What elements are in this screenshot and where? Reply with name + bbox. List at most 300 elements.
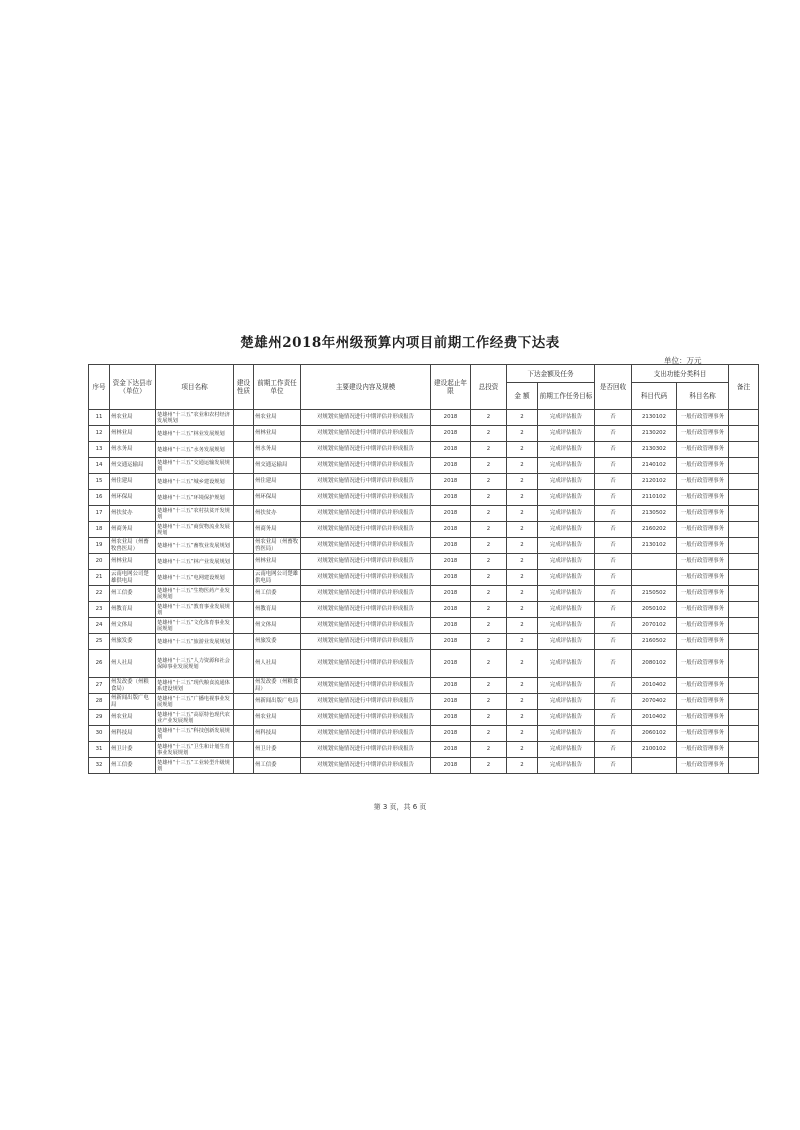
cell-resp-unit: 州卫计委 [254,742,301,758]
table-row [89,538,759,554]
cell-recover: 否 [595,506,632,522]
cell-content: 对规划实施情况进行中期评估并形成报告 [301,634,431,650]
cell-project: 楚雄州“十三五”电网建设规划 [156,570,234,586]
cell-project: 楚雄州“十三五”林产业发展规划 [156,554,234,570]
cell-subject: 一般行政管理事务 [677,726,729,742]
cell-resp-unit: 州文体局 [254,618,301,634]
cell-content: 对规划实施情况进行中期评估并形成报告 [301,506,431,522]
cell-subject: 一般行政管理事务 [677,634,729,650]
cell-resp-unit: 州旅发委 [254,634,301,650]
cell-subject: 一般行政管理事务 [677,710,729,726]
cell-project: 楚雄州“十三五”林业发展规划 [156,426,234,442]
cell-dept: 州农业局 [110,410,156,426]
cell-content: 对规划实施情况进行中期评估并形成报告 [301,538,431,554]
cell-remark [729,458,759,474]
cell-dept: 州商务局 [110,522,156,538]
cell-nature [234,426,254,442]
cell-recover: 否 [595,458,632,474]
cell-nature [234,570,254,586]
cell-task: 完成评估报告 [538,586,595,602]
cell-amount: 2 [507,694,538,710]
cell-resp-unit: 州水务局 [254,442,301,458]
cell-total: 2 [471,506,507,522]
cell-resp-unit: 州交通运输局 [254,458,301,474]
cell-nature [234,678,254,694]
cell-recover: 否 [595,650,632,678]
header-remark: 备注 [729,365,759,410]
cell-content: 对规划实施情况进行中期评估并形成报告 [301,602,431,618]
cell-dept: 州新闻出版广电局 [110,694,156,710]
cell-nature [234,442,254,458]
cell-code: 2130502 [632,506,677,522]
cell-task: 完成评估报告 [538,490,595,506]
cell-total: 2 [471,410,507,426]
cell-years: 2018 [431,694,471,710]
cell-dept: 州水务局 [110,442,156,458]
cell-task: 完成评估报告 [538,602,595,618]
cell-content: 对规划实施情况进行中期评估并形成报告 [301,678,431,694]
cell-dept: 州住建局 [110,474,156,490]
cell-nature [234,458,254,474]
cell-years: 2018 [431,758,471,774]
cell-resp-unit: 州农业局 [254,710,301,726]
cell-remark [729,694,759,710]
cell-nature [234,538,254,554]
cell-recover: 否 [595,618,632,634]
cell-subject: 一般行政管理事务 [677,618,729,634]
cell-total: 2 [471,490,507,506]
cell-amount: 2 [507,554,538,570]
table-body [89,410,759,774]
table-row [89,694,759,710]
cell-total: 2 [471,442,507,458]
cell-total: 2 [471,634,507,650]
cell-subject: 一般行政管理事务 [677,742,729,758]
cell-remark [729,506,759,522]
cell-years: 2018 [431,506,471,522]
header-subject: 科目名称 [677,383,729,410]
cell-project: 楚雄州“十三五”卫生和计划生育事业发展规划 [156,742,234,758]
cell-total: 2 [471,522,507,538]
cell-nature [234,586,254,602]
cell-seq: 15 [89,474,110,490]
cell-content: 对规划实施情况进行中期评估并形成报告 [301,522,431,538]
cell-amount: 2 [507,618,538,634]
header-resp-unit: 前期工作责任单位 [254,365,301,410]
cell-code [632,758,677,774]
cell-subject: 一般行政管理事务 [677,554,729,570]
cell-total: 2 [471,618,507,634]
cell-nature [234,758,254,774]
cell-content: 对规划实施情况进行中期评估并形成报告 [301,586,431,602]
cell-amount: 2 [507,458,538,474]
cell-code: 2010402 [632,678,677,694]
cell-recover: 否 [595,538,632,554]
cell-seq: 27 [89,678,110,694]
cell-seq: 13 [89,442,110,458]
cell-amount: 2 [507,474,538,490]
cell-content: 对规划实施情况进行中期评估并形成报告 [301,410,431,426]
cell-resp-unit: 州扶贫办 [254,506,301,522]
table-row [89,710,759,726]
cell-project: 楚雄州“十三五”农业和农村经济发展规划 [156,410,234,426]
header-total: 总投资 [471,365,507,410]
table-row [89,586,759,602]
cell-recover: 否 [595,522,632,538]
cell-code: 2060102 [632,726,677,742]
table-row [89,410,759,426]
cell-recover: 否 [595,474,632,490]
cell-seq: 14 [89,458,110,474]
cell-remark [729,554,759,570]
cell-remark [729,602,759,618]
table-row [89,490,759,506]
cell-project: 楚雄州“十三五”现代粮食流通体系建设规划 [156,678,234,694]
cell-years: 2018 [431,634,471,650]
cell-task: 完成评估报告 [538,474,595,490]
cell-years: 2018 [431,474,471,490]
cell-seq: 31 [89,742,110,758]
header-row-1 [89,365,759,383]
table-row [89,618,759,634]
cell-remark [729,710,759,726]
cell-task: 完成评估报告 [538,570,595,586]
cell-nature [234,474,254,490]
cell-code: 2150502 [632,586,677,602]
cell-years: 2018 [431,522,471,538]
page-footer: 第 3 页，共 6 页 [373,803,427,811]
cell-seq: 11 [89,410,110,426]
table-row [89,442,759,458]
cell-subject: 一般行政管理事务 [677,586,729,602]
cell-seq: 19 [89,538,110,554]
cell-recover: 否 [595,586,632,602]
cell-seq: 20 [89,554,110,570]
cell-task: 完成评估报告 [538,678,595,694]
cell-remark [729,570,759,586]
cell-task: 完成评估报告 [538,458,595,474]
cell-recover: 否 [595,742,632,758]
cell-recover: 否 [595,710,632,726]
cell-seq: 32 [89,758,110,774]
cell-dept: 州交通运输局 [110,458,156,474]
cell-amount: 2 [507,570,538,586]
table-row [89,678,759,694]
cell-resp-unit: 州住建局 [254,474,301,490]
cell-subject: 一般行政管理事务 [677,650,729,678]
cell-recover: 否 [595,678,632,694]
cell-nature [234,554,254,570]
cell-remark [729,426,759,442]
cell-content: 对规划实施情况进行中期评估并形成报告 [301,618,431,634]
header-content: 主要建设内容及规模 [301,365,431,410]
table-row [89,426,759,442]
cell-amount: 2 [507,426,538,442]
cell-code: 2100102 [632,742,677,758]
cell-task: 完成评估报告 [538,426,595,442]
cell-subject: 一般行政管理事务 [677,522,729,538]
cell-content: 对规划实施情况进行中期评估并形成报告 [301,554,431,570]
header-recover: 是否回收 [595,365,632,410]
cell-amount: 2 [507,586,538,602]
cell-code: 2130102 [632,538,677,554]
cell-nature [234,710,254,726]
header-code: 科目代码 [632,383,677,410]
cell-remark [729,678,759,694]
cell-recover: 否 [595,634,632,650]
cell-code: 2070102 [632,618,677,634]
cell-seq: 26 [89,650,110,678]
table-row [89,458,759,474]
table-row [89,602,759,618]
cell-seq: 17 [89,506,110,522]
cell-total: 2 [471,678,507,694]
cell-total: 2 [471,474,507,490]
cell-content: 对规划实施情况进行中期评估并形成报告 [301,650,431,678]
cell-years: 2018 [431,586,471,602]
cell-resp-unit: 州人社局 [254,650,301,678]
cell-project: 楚雄州“十三五”环境保护规划 [156,490,234,506]
unit-label: 单位：万元 [664,356,702,365]
cell-dept: 州科技局 [110,726,156,742]
cell-resp-unit: 州林业局 [254,426,301,442]
cell-remark [729,474,759,490]
cell-dept: 州人社局 [110,650,156,678]
cell-code: 2070402 [632,694,677,710]
cell-subject: 一般行政管理事务 [677,602,729,618]
cell-years: 2018 [431,570,471,586]
table-row [89,474,759,490]
cell-amount: 2 [507,442,538,458]
cell-dept: 州农业局 [110,710,156,726]
cell-remark [729,758,759,774]
cell-content: 对规划实施情况进行中期评估并形成报告 [301,694,431,710]
cell-seq: 28 [89,694,110,710]
funding-table [88,364,759,774]
cell-subject: 一般行政管理事务 [677,570,729,586]
cell-remark [729,726,759,742]
document-title: 楚雄州2018年州级预算内项目前期工作经费下达表 [240,335,560,351]
header-task: 前期工作任务目标 [538,383,595,410]
cell-seq: 23 [89,602,110,618]
cell-task: 完成评估报告 [538,522,595,538]
cell-amount: 2 [507,726,538,742]
header-func-group: 支出功能分类科目 [632,365,729,383]
cell-code [632,570,677,586]
cell-subject: 一般行政管理事务 [677,538,729,554]
cell-content: 对规划实施情况进行中期评估并形成报告 [301,710,431,726]
cell-project: 楚雄州“十三五”工业转型升级规划 [156,758,234,774]
header-nature: 建设性质 [234,365,254,410]
cell-remark [729,650,759,678]
cell-total: 2 [471,758,507,774]
cell-amount: 2 [507,602,538,618]
cell-content: 对规划实施情况进行中期评估并形成报告 [301,570,431,586]
cell-task: 完成评估报告 [538,618,595,634]
header-project: 项目名称 [156,365,234,410]
cell-amount: 2 [507,490,538,506]
cell-nature [234,634,254,650]
cell-recover: 否 [595,602,632,618]
cell-nature [234,410,254,426]
cell-task: 完成评估报告 [538,726,595,742]
cell-dept: 州农业局（州畜牧兽医局） [110,538,156,554]
cell-code [632,554,677,570]
cell-content: 对规划实施情况进行中期评估并形成报告 [301,442,431,458]
cell-amount: 2 [507,758,538,774]
cell-code: 2110102 [632,490,677,506]
header-dept: 资金下达县市（单位） [110,365,156,410]
cell-resp-unit: 州工信委 [254,586,301,602]
cell-dept: 州卫计委 [110,742,156,758]
cell-amount: 2 [507,678,538,694]
cell-amount: 2 [507,410,538,426]
cell-task: 完成评估报告 [538,650,595,678]
cell-amount: 2 [507,538,538,554]
cell-total: 2 [471,570,507,586]
cell-project: 楚雄州“十三五”科技创新发展规划 [156,726,234,742]
cell-total: 2 [471,426,507,442]
cell-seq: 18 [89,522,110,538]
cell-remark [729,538,759,554]
cell-content: 对规划实施情况进行中期评估并形成报告 [301,726,431,742]
cell-content: 对规划实施情况进行中期评估并形成报告 [301,474,431,490]
cell-amount: 2 [507,710,538,726]
cell-resp-unit: 州商务局 [254,522,301,538]
cell-seq: 12 [89,426,110,442]
cell-recover: 否 [595,758,632,774]
cell-amount: 2 [507,522,538,538]
cell-subject: 一般行政管理事务 [677,758,729,774]
cell-remark [729,634,759,650]
cell-code: 2120102 [632,474,677,490]
cell-subject: 一般行政管理事务 [677,410,729,426]
cell-years: 2018 [431,602,471,618]
cell-nature [234,726,254,742]
cell-resp-unit: 州农业局（州畜牧兽医局） [254,538,301,554]
cell-subject: 一般行政管理事务 [677,442,729,458]
cell-content: 对规划实施情况进行中期评估并形成报告 [301,758,431,774]
cell-dept: 州教育局 [110,602,156,618]
table-row [89,554,759,570]
table-row [89,650,759,678]
cell-years: 2018 [431,650,471,678]
cell-years: 2018 [431,410,471,426]
table-row [89,758,759,774]
cell-task: 完成评估报告 [538,694,595,710]
cell-subject: 一般行政管理事务 [677,426,729,442]
cell-dept: 州扶贫办 [110,506,156,522]
table-row [89,570,759,586]
cell-project: 楚雄州“十三五”高原特色现代农业产业发展规划 [156,710,234,726]
cell-task: 完成评估报告 [538,634,595,650]
cell-total: 2 [471,694,507,710]
cell-years: 2018 [431,442,471,458]
cell-dept: 州发改委（州粮食局） [110,678,156,694]
cell-years: 2018 [431,710,471,726]
cell-resp-unit: 州发改委（州粮食局） [254,678,301,694]
cell-seq: 22 [89,586,110,602]
cell-task: 完成评估报告 [538,742,595,758]
cell-subject: 一般行政管理事务 [677,490,729,506]
cell-content: 对规划实施情况进行中期评估并形成报告 [301,742,431,758]
cell-code: 2130202 [632,426,677,442]
header-seq: 序号 [89,365,110,410]
cell-project: 楚雄州“十三五”畜牧业发展规划 [156,538,234,554]
header-amount: 金 额 [507,383,538,410]
cell-subject: 一般行政管理事务 [677,678,729,694]
cell-seq: 21 [89,570,110,586]
header-alloc-group: 下达金额及任务 [507,365,595,383]
cell-seq: 30 [89,726,110,742]
cell-total: 2 [471,602,507,618]
cell-amount: 2 [507,506,538,522]
cell-task: 完成评估报告 [538,506,595,522]
cell-years: 2018 [431,678,471,694]
cell-code: 2050102 [632,602,677,618]
cell-nature [234,490,254,506]
cell-project: 楚雄州“十三五”教育事业发展规划 [156,602,234,618]
cell-project: 楚雄州“十三五”农村扶贫开发规划 [156,506,234,522]
cell-recover: 否 [595,570,632,586]
cell-nature [234,694,254,710]
cell-years: 2018 [431,538,471,554]
cell-task: 完成评估报告 [538,442,595,458]
cell-task: 完成评估报告 [538,710,595,726]
cell-nature [234,602,254,618]
cell-resp-unit: 州农业局 [254,410,301,426]
cell-recover: 否 [595,726,632,742]
cell-code: 2160202 [632,522,677,538]
cell-total: 2 [471,710,507,726]
cell-recover: 否 [595,442,632,458]
cell-dept: 州工信委 [110,758,156,774]
cell-seq: 16 [89,490,110,506]
cell-code: 2130102 [632,410,677,426]
cell-amount: 2 [507,742,538,758]
cell-project: 楚雄州“十三五”城乡建设规划 [156,474,234,490]
cell-total: 2 [471,586,507,602]
cell-code: 2010402 [632,710,677,726]
cell-task: 完成评估报告 [538,758,595,774]
cell-total: 2 [471,726,507,742]
cell-recover: 否 [595,426,632,442]
cell-years: 2018 [431,458,471,474]
cell-dept: 云南电网公司楚雄供电局 [110,570,156,586]
cell-dept: 州工信委 [110,586,156,602]
cell-total: 2 [471,650,507,678]
cell-subject: 一般行政管理事务 [677,694,729,710]
cell-remark [729,742,759,758]
table-row [89,726,759,742]
cell-years: 2018 [431,554,471,570]
cell-remark [729,442,759,458]
cell-code: 2130302 [632,442,677,458]
cell-years: 2018 [431,618,471,634]
cell-content: 对规划实施情况进行中期评估并形成报告 [301,490,431,506]
cell-years: 2018 [431,726,471,742]
cell-code: 2160502 [632,634,677,650]
cell-nature [234,522,254,538]
cell-project: 楚雄州“十三五”旅游业发展规划 [156,634,234,650]
table-row [89,634,759,650]
cell-remark [729,522,759,538]
cell-resp-unit: 州科技局 [254,726,301,742]
cell-resp-unit: 州林业局 [254,554,301,570]
cell-years: 2018 [431,426,471,442]
cell-project: 楚雄州“十三五”交通运输发展规划 [156,458,234,474]
cell-resp-unit: 云南电网公司楚雄供电局 [254,570,301,586]
